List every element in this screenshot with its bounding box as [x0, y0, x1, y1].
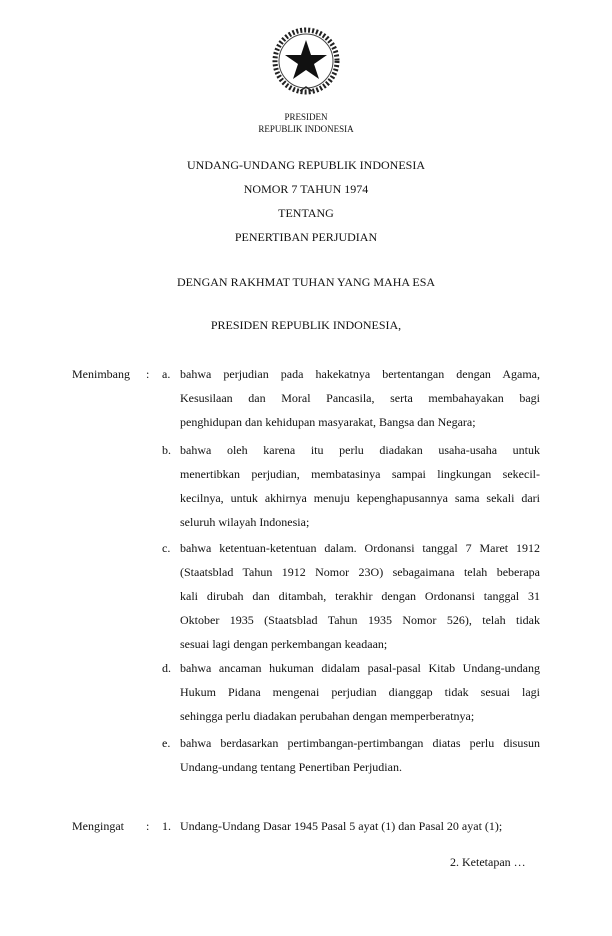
menimbang-item-line: Undang-undang tentang Penertiban Perjudian.	[180, 760, 402, 774]
mengingat-colon: :	[146, 819, 150, 833]
law-number: NOMOR 7 TAHUN 1974	[243, 182, 369, 196]
menimbang-item-line: Kesusilaan dan Moral Pancasila, serta membahayakan bagi	[180, 391, 540, 405]
menimbang-marker: c.	[162, 541, 171, 555]
menimbang-item-line: kali dirubah dan ditambah, terakhir dengan Ordonansi tanggal 31	[180, 589, 540, 603]
menimbang-item-line: bahwa berdasarkan pertimbangan-pertimbangan diatas perlu disusun	[180, 736, 540, 750]
mengingat-marker: 1.	[162, 819, 171, 833]
menimbang-item-line: penghidupan dan kehidupan masyarakat, Bangsa dan Negara;	[180, 415, 476, 429]
invocation: DENGAN RAKHMAT TUHAN YANG MAHA ESA	[176, 275, 436, 289]
menimbang-item-line: bahwa oleh karena itu perlu diadakan usaha-usaha untuk	[180, 443, 540, 457]
presidential-emblem	[270, 25, 342, 97]
menimbang-item-line: sehingga perlu diadakan perubahan dengan memperberatnya;	[180, 709, 475, 723]
law-subject: PENERTIBAN PERJUDIAN	[234, 230, 378, 244]
menimbang-item-line: sesuai lagi dengan perkembangan keadaan;	[180, 637, 388, 651]
menimbang-item-line: bahwa perjudian pada hakekatnya bertentangan dengan Agama,	[180, 367, 540, 381]
menimbang-item-line: Oktober 1935 (Staatsblad Tahun 1935 Nomor 526), telah tidak	[180, 613, 540, 627]
law-about: TENTANG	[278, 206, 334, 220]
menimbang-item-line: Hukum Pidana mengenai perjudian dianggap tidak sesuai lagi	[180, 685, 540, 699]
menimbang-colon: :	[146, 367, 150, 381]
menimbang-item-line: bahwa ketentuan-ketentuan dalam. Ordonansi tanggal 7 Maret 1912	[180, 541, 540, 555]
menimbang-item-line: menertibkan perjudian, membatasinya sampai lingkungan sekecil-	[180, 467, 540, 481]
menimbang-label: Menimbang	[72, 367, 130, 381]
menimbang-marker: b.	[162, 443, 171, 457]
menimbang-item-line: kecilnya, untuk akhirnya menuju kepenghapusannya sama sekali dari	[180, 491, 540, 505]
office-line-1: PRESIDEN	[284, 112, 328, 122]
menimbang-item-line: bahwa ancaman hukuman didalam pasal-pasal Kitab Undang-undang	[180, 661, 540, 675]
menimbang-marker: e.	[162, 736, 171, 750]
office-line-2: REPUBLIK INDONESIA	[258, 124, 354, 134]
mengingat-label: Mengingat	[72, 819, 124, 833]
menimbang-marker: d.	[162, 661, 171, 675]
menimbang-item-line: (Staatsblad Tahun 1912 Nomor 23O) sebagaimana telah beberapa	[180, 565, 540, 579]
star-icon	[285, 40, 327, 79]
page-continuation: 2. Ketetapan …	[450, 855, 526, 869]
menimbang-item-line: seluruh wilayah Indonesia;	[180, 515, 310, 529]
issuer: PRESIDEN REPUBLIK INDONESIA,	[210, 318, 402, 332]
law-title: UNDANG-UNDANG REPUBLIK INDONESIA	[187, 158, 425, 172]
mengingat-item: Undang-Undang Dasar 1945 Pasal 5 ayat (1) dan Pasal 20 ayat (1);	[180, 819, 503, 833]
menimbang-marker: a.	[162, 367, 171, 381]
